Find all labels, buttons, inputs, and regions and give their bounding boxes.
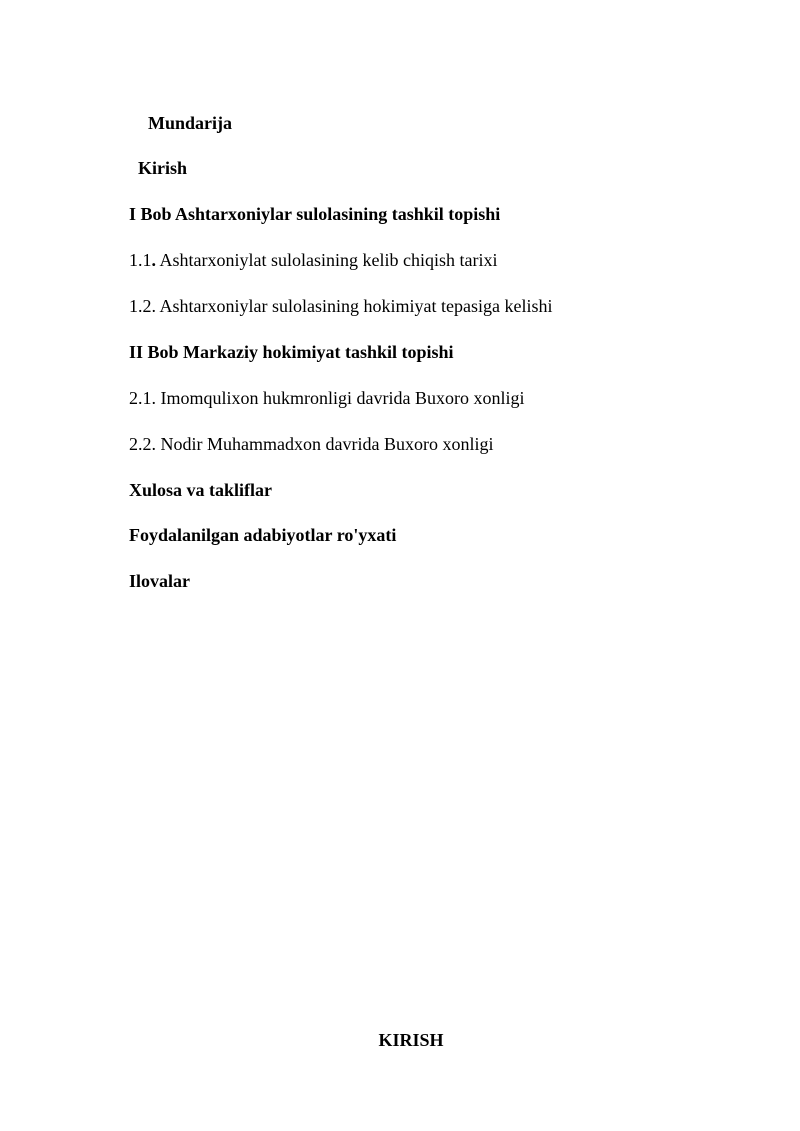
intro-heading: KIRISH [378, 1030, 444, 1050]
toc-item-conclusion: Xulosa va takliflar [129, 480, 273, 500]
toc-section-1-1 [129, 249, 497, 271]
toc-section-1-1-dot: . [151, 250, 156, 270]
toc-section-1-1-text: Ashtarxoniylat sulolasining kelib chiqish tarixi [156, 250, 498, 270]
toc-item-appendices: Ilovalar [129, 571, 190, 591]
toc-chapter-2: II Bob Markaziy hokimiyat tashkil topishi [129, 342, 454, 362]
toc-chapter-1: I Bob Ashtarxoniylar sulolasining tashkil topishi [129, 204, 501, 224]
toc-title: Mundarija [148, 113, 233, 133]
toc-section-2-2: 2.2. Nodir Muhammadxon davrida Buxoro xonligi [129, 434, 494, 454]
toc-section-1-2: 1.2. Ashtarxoniylar sulolasining hokimiyat tepasiga kelishi [129, 296, 553, 316]
toc-item-intro: Kirish [138, 158, 188, 178]
toc-item-references: Foydalanilgan adabiyotlar ro'yxati [129, 525, 397, 545]
toc-section-1-1-number: 1.1 [129, 250, 152, 270]
toc-section-2-1: 2.1. Imomqulixon hukmronligi davrida Buxoro xonligi [129, 388, 525, 408]
